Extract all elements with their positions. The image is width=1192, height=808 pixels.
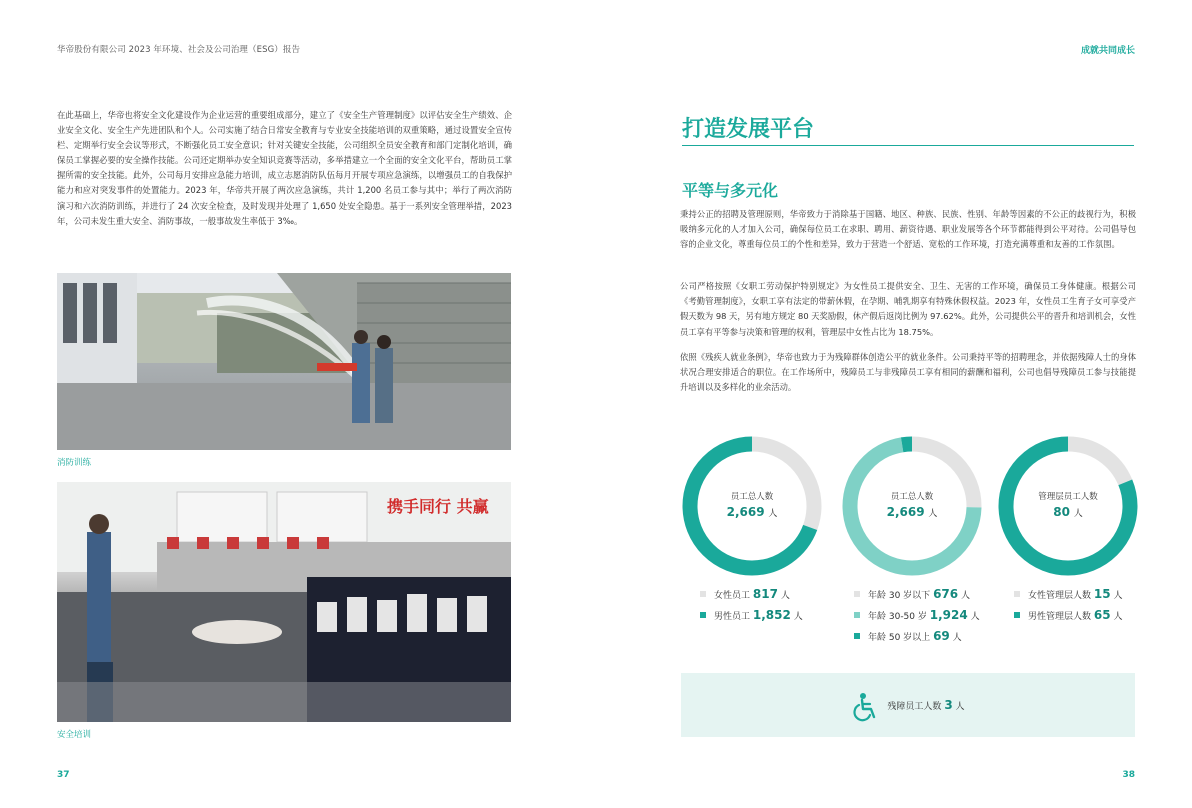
age-donut-chart (842, 436, 982, 576)
paragraph-disabled-employment: 依照《残疾人就业条例》，华帝也致力于为残障群体创造公平的就业条件。公司秉持平等的招聘理念，并依据残障人士的身体状况合理安排适合的职位。在工作场所中，残障员工与非残障员工享有相同的薪酬和福利，公司也倡导残障员工参与技能提升培训以及多样化的业余活动。 (680, 352, 1136, 393)
legend-label: 年龄 30 岁以下 (868, 591, 931, 601)
right-page (596, 0, 1192, 808)
donut-title: 员工总人数 (890, 492, 934, 502)
legend-unit: 人 (793, 612, 803, 622)
management-legend (1014, 587, 1122, 629)
management-donut-chart (998, 436, 1138, 576)
section-subtitle: 平等与多元化 (682, 181, 779, 200)
legend-unit: 人 (952, 633, 962, 643)
legend-value: 69 (933, 629, 950, 643)
legend-item (854, 587, 980, 608)
donut-total-unit: 人 (928, 509, 938, 519)
legend-swatch (700, 612, 706, 618)
donut-total-unit: 人 (768, 509, 778, 519)
legend-value: 676 (933, 587, 959, 601)
safety-training-caption: 安全培训 (57, 730, 92, 740)
legend-value: 15 (1093, 587, 1111, 601)
legend-unit: 人 (1113, 591, 1123, 601)
disabled-label: 残障员工人数 (887, 702, 942, 712)
legend-label: 女性管理层人数 (1028, 591, 1092, 601)
paragraph-equality: 秉持公正的招聘及管理原则，华帝致力于消除基于国籍、地区、种族、民族、性别、年龄等因素的不公正的歧视行为，积极吸纳多元化的人才加入公司，确保每位员工在求职、聘用、薪资待遇、职业发展等各个环节都能得到公平对待。公司倡导包容的企业文化，尊重每位员工的个性和差异，致力于营造一个舒适、宽松的工作环境，打造充满尊重和友善的工作氛围。 (680, 209, 1136, 250)
donut-total-value: 2,669 (726, 505, 765, 519)
legend-label: 年龄 30-50 岁 (868, 612, 927, 622)
legend-value: 65 (1093, 608, 1111, 622)
gender-legend (700, 587, 803, 629)
report-title-header: 华帝股份有限公司 2023 年环境、社会及公司治理（ESG）报告 (57, 45, 301, 55)
legend-label: 男性员工 (714, 612, 751, 622)
legend-item (1014, 587, 1122, 608)
legend-swatch (854, 612, 860, 618)
donut-title: 员工总人数 (730, 492, 774, 502)
title-divider (682, 145, 1134, 146)
legend-swatch (1014, 591, 1020, 597)
donut-total-value: 2,669 (886, 505, 925, 519)
legend-label: 女性员工 (714, 591, 751, 601)
legend-swatch (700, 591, 706, 597)
banner-text: 携手同行 共赢 (387, 497, 489, 516)
legend-label: 男性管理层人数 (1028, 612, 1092, 622)
donut-total-value: 80 (1053, 505, 1070, 519)
safety-training-illustration (57, 482, 511, 722)
section-header: 成就共同成长 (1080, 46, 1135, 56)
legend-label: 年龄 50 岁以上 (868, 633, 931, 643)
page-number-left: 37 (57, 770, 70, 780)
safety-culture-paragraph: 在此基础上，华帝也将安全文化建设作为企业运营的重要组成部分，建立了《安全生产管理制度》以评估安全生产绩效、企业安全文化、安全生产先进团队和个人。公司实施了结合日常安全教育与专业安全技能培训的双重策略，通过设置安全宣传栏、定期举行安全会议等形式，不断强化员工安全意识；针对关键安全技能，公司组织全员安全教育和部门定制化培训，确保员工掌握必要的安全操作技能。公司还定期举办安全知识竞赛等活动，多举措建立一个全面的安全文化平台，帮助员工掌握所需的安全技能。此外，公司每月安排应急能力培训，成立志愿消防队伍每月开展专项应急演练，以增强员工的自我保护能力和应对突发事件的处置能力。2023 年，华帝共开展了两次应急演练，共计 1,200 名员工参与其中；举行了两次消防演习和六次消防训练，并进行了 24 次安全检查，及时发现并处理了 1,650 处安全隐患。基于一系列安全管理举措，2023 年，公司未发生重大安全、消防事故，一般事故发生率低于 3‰。 (57, 110, 512, 226)
paragraph-female-protection: 公司严格按照《女职工劳动保护特别规定》为女性员工提供安全、卫生、无害的工作环境，确保员工身体健康。根据公司《考勤管理制度》，女职工享有法定的带薪休假，在孕期、哺乳期享有特殊休假权益。2023 年，女性员工生育子女可享受产假天数为 98 天，另有地方规定 80 天奖励假，休产假后返岗比例为 97.62%。此外，公司提供公平的晋升和培训机会，女性员工享有平等参与决策和管理的权利，管理层中女性占比为 18.75%。 (680, 281, 1136, 337)
disabled-employees-box (681, 673, 1135, 737)
fire-training-photo (57, 273, 511, 450)
donut-total (842, 505, 982, 519)
legend-swatch (1014, 612, 1020, 618)
legend-item (854, 608, 980, 629)
legend-swatch (854, 591, 860, 597)
legend-unit: 人 (780, 591, 790, 601)
donut-total (682, 505, 822, 519)
legend-value: 1,852 (752, 608, 791, 622)
legend-value: 817 (752, 587, 778, 601)
legend-item (1014, 608, 1122, 629)
legend-unit: 人 (1113, 612, 1123, 622)
page-number-right: 38 (1122, 770, 1135, 780)
donut-total-unit: 人 (1073, 509, 1083, 519)
legend-item (700, 587, 803, 608)
legend-unit: 人 (970, 612, 980, 622)
fire-training-caption: 消防训练 (57, 458, 92, 468)
disabled-unit: 人 (955, 702, 965, 712)
legend-item (854, 629, 980, 650)
fire-training-illustration (57, 273, 511, 450)
legend-value: 1,924 (929, 608, 968, 622)
safety-training-photo (57, 482, 511, 722)
donut-total (998, 505, 1138, 519)
legend-swatch (854, 633, 860, 639)
gender-donut-chart (682, 436, 822, 576)
disabled-value: 3 (944, 698, 953, 712)
donut-title: 管理层员工人数 (1038, 492, 1098, 502)
wheelchair-icon (851, 692, 881, 722)
age-legend (854, 587, 980, 650)
legend-unit: 人 (961, 591, 971, 601)
legend-item (700, 608, 803, 629)
page-title: 打造发展平台 (682, 117, 815, 142)
